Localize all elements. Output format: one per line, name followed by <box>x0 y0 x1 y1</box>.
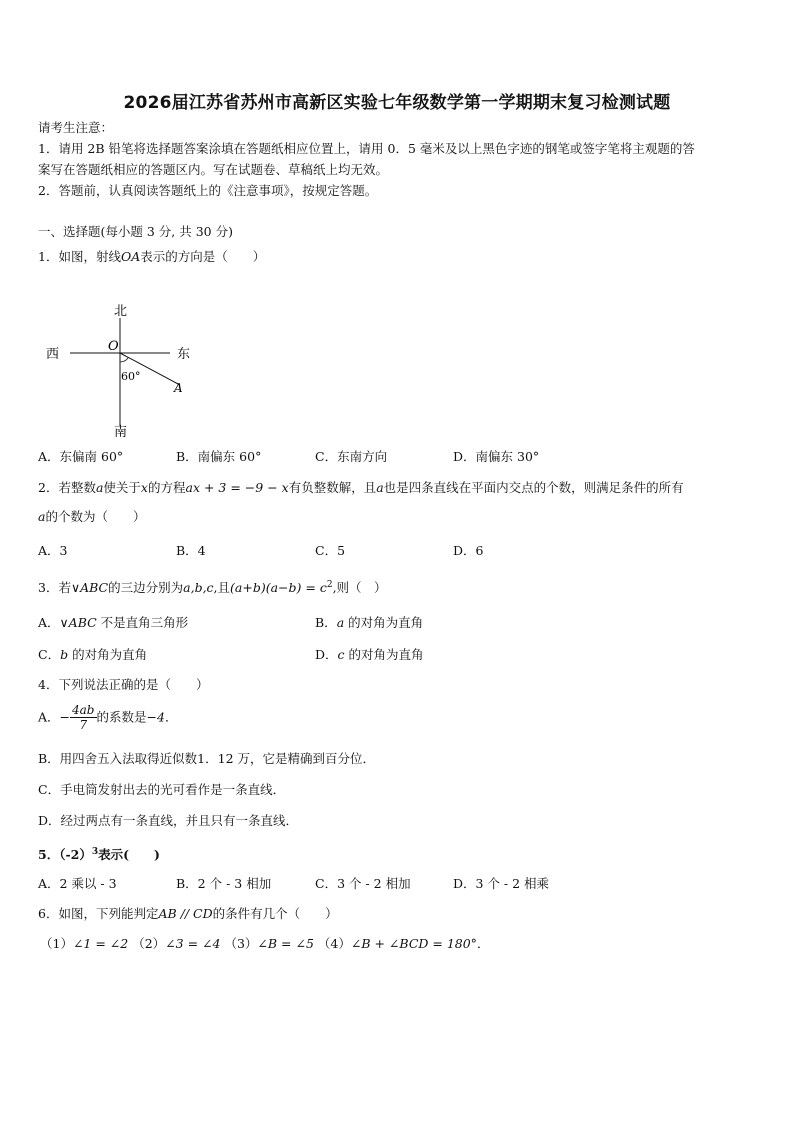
notice-item-2: 2．答题前，认真阅读答题纸上的《注意事项》，按规定答题。 <box>38 183 378 198</box>
q2-var-a: a <box>95 480 104 495</box>
question-1-stem <box>38 247 265 267</box>
label-north: 北 <box>114 304 128 319</box>
q3-opt-a-triangle: ∨ABC <box>59 615 97 630</box>
label-east: 东 <box>177 347 191 362</box>
q4-opt-a-end: ． <box>164 709 178 725</box>
notice-item-1: 1．请用 2B 铅笔将选择题答案涂填在答题纸相应位置上，请用 0．5 毫米及以上黑色字迹的钢笔或签字笔将主观题的答 <box>38 141 695 156</box>
question-6-conditions <box>40 934 489 954</box>
question-2-stem <box>38 478 684 498</box>
q2-text-d: 有负整数解，且 <box>288 480 377 495</box>
question-6-stem <box>38 904 338 924</box>
q6-text-b: 的条件有几个（ ） <box>212 906 338 921</box>
q3-opt-b-label: B． <box>315 615 337 630</box>
q5-text-b: 表示( ) <box>98 847 160 863</box>
q5-text-a: 5．（-2） <box>38 847 92 863</box>
q2-option-a[interactable]: A．3 <box>38 543 68 558</box>
q3-opt-c-text: 的对角为直角 <box>68 647 148 662</box>
label-south: 南 <box>114 425 128 438</box>
q3-opt-d-label: D． <box>315 647 338 662</box>
q4-option-b[interactable]: B．用四舍五入法取得近似数1．12 万，它是精确到百分位． <box>38 751 376 766</box>
angle-arc <box>120 358 128 362</box>
q6-c2: ∠3 = ∠4 <box>165 936 221 951</box>
q2-text-b: 使关于 <box>103 480 141 495</box>
q6-end: ． <box>476 936 490 951</box>
q5-option-d[interactable]: D．3 个 - 2 相乘 <box>453 876 550 891</box>
q1-text-a: 1．如图，射线 <box>38 249 121 264</box>
q2-var-x: x <box>140 480 148 495</box>
q3-option-a[interactable] <box>38 613 188 631</box>
q3-option-d[interactable] <box>315 645 424 663</box>
q4-option-d[interactable]: D．经过两点有一条直线，并且只有一条直线． <box>38 813 299 828</box>
q4-fraction-num: 4ab <box>72 703 95 717</box>
q6-c3-label: （3） <box>224 936 258 951</box>
q3-opt-a-label: A． <box>38 615 60 630</box>
q3-exponent: 2 <box>326 580 333 590</box>
q4-fraction <box>70 703 96 732</box>
compass-figure <box>40 300 210 438</box>
q2-equation: ax + 3 = −9 − x <box>185 480 289 495</box>
q6-c3: ∠B = ∠5 <box>257 936 314 951</box>
q3-opt-b-text: 的对角为直角 <box>344 615 424 630</box>
label-west: 西 <box>46 347 60 362</box>
q2-var-a-2: a <box>376 480 384 495</box>
q3-opt-a-text: 不是直角三角形 <box>96 615 189 630</box>
q1-ray-var: OA <box>120 249 141 264</box>
q6-c1: ∠1 = ∠2 <box>72 936 129 951</box>
q6-c4: ∠B + ∠BCD = 180° <box>350 936 477 951</box>
q5-option-a[interactable]: A．2 乘以 - 3 <box>38 876 117 891</box>
q2-option-b[interactable]: B．4 <box>176 543 206 558</box>
q3-option-c[interactable] <box>38 645 147 663</box>
q3-option-b[interactable] <box>315 613 423 631</box>
label-point-a: A <box>174 381 183 395</box>
q5-exponent: 3 <box>91 847 99 857</box>
q4-option-a[interactable] <box>38 703 177 732</box>
question-5-stem <box>38 842 160 865</box>
q1-option-d[interactable]: D．南偏东 30° <box>453 449 540 464</box>
q5-option-c[interactable]: C．3 个 - 2 相加 <box>315 876 411 891</box>
q4-opt-a-label: A． <box>38 709 60 725</box>
q3-text-b: 的三边分别为 <box>108 580 184 596</box>
page-title: 2026届江苏省苏州市高新区实验七年级数学第一学期期末复习检测试题 <box>123 93 671 113</box>
q4-option-c[interactable]: C．手电筒发射出去的光可看作是一条直线． <box>38 782 286 797</box>
q2-var-a-3: a <box>38 509 46 524</box>
q4-opt-a-value: −4 <box>146 709 165 725</box>
q3-text-c: ,且 <box>213 580 231 596</box>
q6-c4-label: （4） <box>317 936 351 951</box>
q4-opt-a-minus: − <box>59 709 71 725</box>
q2-text-e: 也是四条直线在平面内交点的个数，则满足条件的所有 <box>383 480 684 495</box>
notice-item-1-cont: 案写在答题纸相应的答题区内。写在试题卷、草稿纸上均无效。 <box>38 162 389 177</box>
q3-sides: a,b,c <box>183 580 214 596</box>
q4-opt-a-text: 的系数是 <box>96 709 147 725</box>
question-2-stem-cont <box>38 507 145 527</box>
q3-opt-c-label: C． <box>38 647 61 662</box>
q3-opt-d-var: c <box>337 647 345 662</box>
q3-text-d: ,则（ ） <box>332 580 387 596</box>
section-heading: 一、选择题(每小题 3 分, 共 30 分) <box>38 224 233 239</box>
q3-triangle: ∨ABC <box>70 580 109 596</box>
q6-text-a: 6．如图，下列能判定 <box>38 906 159 921</box>
label-origin: O <box>108 339 119 354</box>
q3-opt-c-var: b <box>60 647 69 662</box>
q2-option-d[interactable]: D．6 <box>453 543 484 558</box>
q3-opt-b-var: a <box>336 615 345 630</box>
q2-option-c[interactable]: C．5 <box>315 543 346 558</box>
notice-heading: 请考生注意： <box>38 120 114 135</box>
q1-option-c[interactable]: C．东南方向 <box>315 449 388 464</box>
q2-text-a: 2．若整数 <box>38 480 96 495</box>
q4-fraction-den: 7 <box>79 718 88 732</box>
q2-text-c: 的方程 <box>147 480 186 495</box>
q3-opt-d-text: 的对角为直角 <box>344 647 424 662</box>
q2-text-f: 的个数为（ ） <box>45 509 146 524</box>
q6-c2-label: （2） <box>132 936 166 951</box>
question-4-stem: 4．下列说法正确的是（ ） <box>38 677 209 692</box>
q5-option-b[interactable]: B．2 个 - 3 相加 <box>176 876 272 891</box>
q3-equation: (a+b)(a−b) = c <box>230 580 327 596</box>
q6-c1-label: （1） <box>40 936 73 951</box>
question-3-stem <box>38 575 387 598</box>
q1-option-b[interactable]: B．南偏东 60° <box>176 449 262 464</box>
q1-option-a[interactable]: A．东偏南 60° <box>38 449 124 464</box>
q1-text-b: 表示的方向是（ ） <box>140 249 266 264</box>
q6-relation: AB // CD <box>158 906 213 921</box>
label-angle: 60° <box>121 370 141 383</box>
q3-text-a: 3．若 <box>38 580 71 596</box>
